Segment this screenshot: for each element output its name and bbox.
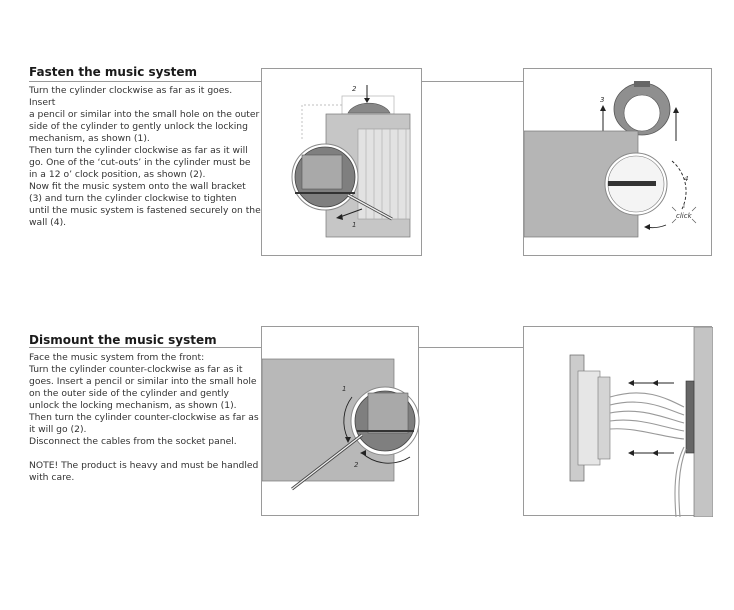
section-title-dismount: Dismount the music system (29, 333, 217, 347)
fig1-label-2: 2 (352, 85, 357, 93)
section-divider-dismount (29, 347, 261, 348)
figure-dismount-cables (523, 326, 712, 516)
instructions-dismount: Face the music system from the front: Turn the cylinder counter-clockwise as far as it goes. Insert a pencil or similar into the small hole on the outer side of the cylinder and gently unlock the locking mechanism, as shown (1). Then turn the cylinder counter-clockwise as far as it will go (2). Disconnect the cables from the socket panel. NOTE! The product is heavy and must be handled with care. (29, 352, 259, 483)
figure-fasten-mount (523, 68, 712, 256)
panel-connector-line-2 (419, 347, 523, 348)
figure-fasten-unlock (261, 68, 422, 256)
fig1-label-1: 1 (352, 221, 357, 229)
section-title-fasten: Fasten the music system (29, 65, 198, 79)
figure-dismount-unlock (261, 326, 419, 516)
fig2-label-4: 4 (684, 175, 689, 183)
fig2-click-label: click (676, 212, 692, 220)
fig3-label-2: 2 (354, 461, 359, 469)
panel-connector-line-1 (409, 81, 523, 82)
fig3-label-1: 1 (342, 385, 347, 393)
instructions-fasten: Turn the cylinder clockwise as far as it goes. Insert a pencil or similar into the small hole on the outer side of the cylinder to gently unlock the locking mechanism, as shown (1). Then turn the cylinder clockwise as far as it will go. One of the ‘cut-outs’ in the cylinder must be in a 12 o’ clock position, as shown (2). Now fit the music system onto the wall bracket (3) and turn the cylinder clockwise to tighten until the music system is fastened securely on the wall (4). (29, 85, 261, 228)
fig2-label-3: 3 (600, 96, 605, 104)
section-divider-fasten (29, 81, 261, 82)
